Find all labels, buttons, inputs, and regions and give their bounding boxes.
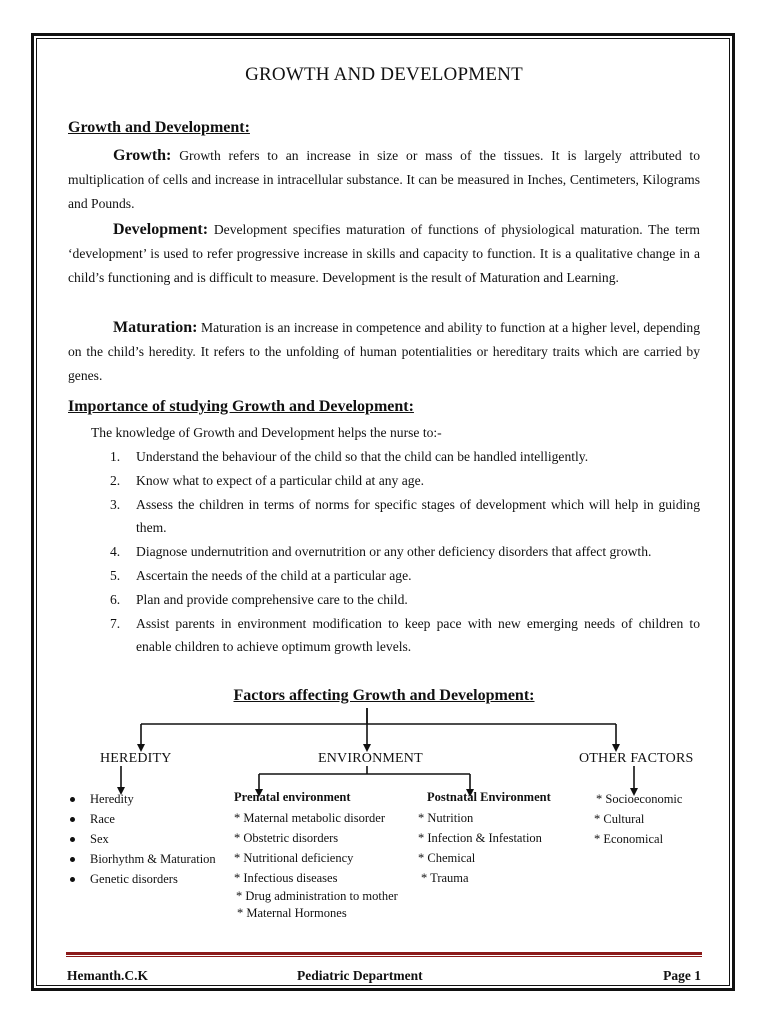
postnatal-list <box>418 808 542 888</box>
list-item: 5. Ascertain the needs of the child at a particular age. <box>110 567 412 583</box>
list-item: * Economical <box>594 832 664 846</box>
heredity-list <box>66 789 216 889</box>
list-item: Sex <box>66 829 216 849</box>
list-item: 1. Understand the behaviour of the child so that the child can be handled intelligently. <box>110 449 589 464</box>
category-heredity: HEREDITY <box>100 751 172 766</box>
development-term: Development: <box>113 221 209 238</box>
list-item: * Infectious diseases <box>234 871 338 885</box>
footer-page-number: Page 1 <box>663 968 701 983</box>
list-item: * Nutritional deficiency <box>234 851 354 865</box>
list-item: * Maternal metabolic disorder <box>234 811 385 825</box>
category-other-factors: OTHER FACTORS <box>579 751 694 766</box>
list-item: * Chemical <box>418 851 476 865</box>
list-item: 3. Assess the children in terms of norms for specific stages of development which will help in guiding them. <box>110 496 700 536</box>
list-item: * Trauma <box>421 871 469 885</box>
list-item: Biorhythm & Maturation <box>66 849 216 869</box>
footer-department: Pediatric Department <box>297 968 423 983</box>
category-environment: ENVIRONMENT <box>318 751 423 766</box>
development-text: Development specifies maturation of functions of physiological maturation. The term ‘development’ is used to refer progressive increase in skills and capacity to function. It is a qualitative change in a child’s functioning and is difficult to measure. Development is the result of Maturation and Learning. <box>68 222 700 285</box>
list-item: 4. Diagnose undernutrition and overnutrition or any other deficiency disorders that affect growth. <box>110 544 652 560</box>
footer-divider-thin <box>66 956 702 957</box>
list-item: Race <box>66 809 216 829</box>
postnatal-heading: Postnatal Environment <box>427 790 551 804</box>
list-item: * Obstetric disorders <box>234 831 339 845</box>
list-item: Heredity <box>66 789 216 809</box>
list-item: * Drug administration to mother <box>236 889 398 903</box>
document-title: GROWTH AND DEVELOPMENT <box>245 64 523 85</box>
list-item: * Nutrition <box>418 811 474 825</box>
maturation-term: Maturation: <box>113 319 198 336</box>
other-factors-list <box>594 789 682 849</box>
list-item: 7. Assist parents in environment modification to keep pace with new emerging needs of children to enable children to achieve optimum growth levels. <box>110 615 700 655</box>
importance-intro: The knowledge of Growth and Development helps the nurse to:- <box>91 425 442 440</box>
growth-term: Growth: <box>113 147 172 164</box>
growth-text: Growth refers to an increase in size or mass of the tissues. It is largely attributed to multiplication of cells and increase in intracellular substance. It can be measured in Inches, Centimeters, Kilograms and Pounds. <box>68 148 701 211</box>
section-heading-growth-development: Growth and Development: <box>68 119 250 136</box>
list-item: 6. Plan and provide comprehensive care to the child. <box>110 591 408 607</box>
list-item: * Socioeconomic <box>596 792 683 806</box>
list-item: 2. Know what to expect of a particular child at any age. <box>110 472 424 488</box>
prenatal-list <box>234 808 398 922</box>
list-item: * Infection & Infestation <box>418 831 542 845</box>
footer-divider <box>66 952 702 955</box>
footer-author: Hemanth.C.K <box>67 968 148 983</box>
maturation-text: Maturation is an increase in competence and ability to function at a higher level, depending on the child’s heredity. It refers to the unfolding of human potentialities or hereditary traits which are carried by genes. <box>68 320 700 383</box>
prenatal-heading: Prenatal environment <box>234 790 351 804</box>
list-item: * Maternal Hormones <box>237 906 347 920</box>
section-heading-importance: Importance of studying Growth and Development: <box>68 398 414 415</box>
list-item: * Cultural <box>594 812 645 826</box>
list-item: Genetic disorders <box>66 869 216 889</box>
factors-heading: Factors affecting Growth and Development: <box>233 687 535 704</box>
